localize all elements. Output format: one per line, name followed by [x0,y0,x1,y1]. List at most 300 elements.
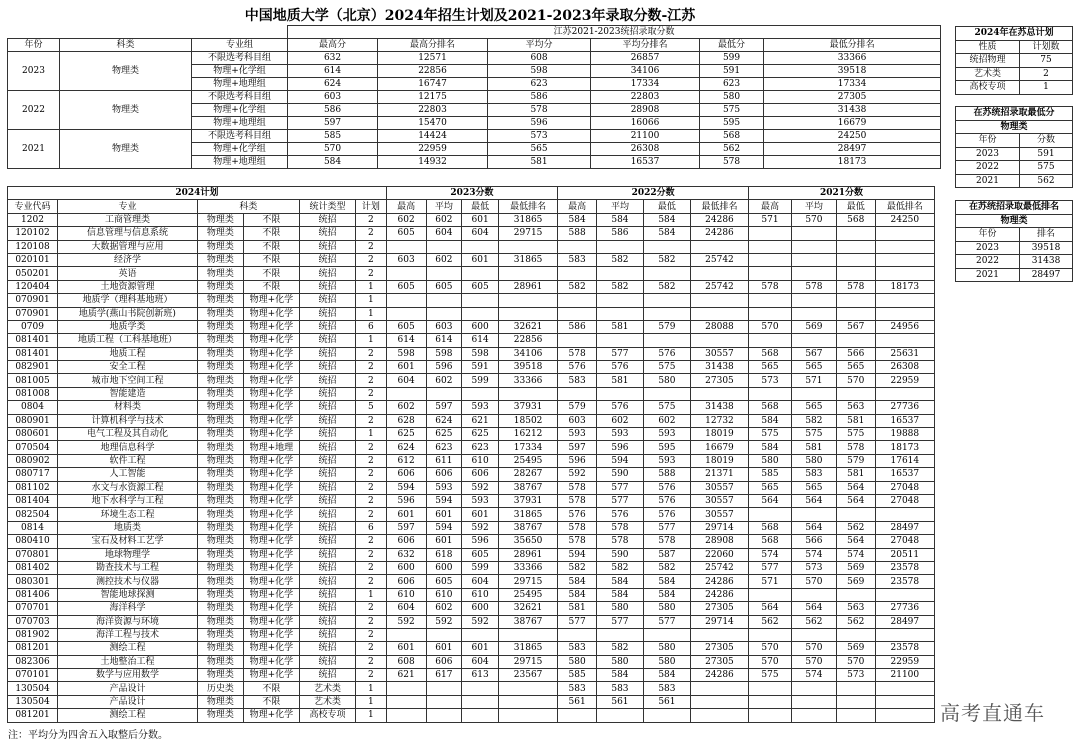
score-cell: 592 [462,615,499,628]
value-cell: 24250 [764,130,941,143]
score-cell [386,695,426,708]
score-cell [558,267,597,280]
header-cell: 科类 [197,200,299,213]
score-cell: 581 [558,602,597,615]
plan-cell: 5 [356,401,387,414]
score-cell: 579 [643,320,690,333]
plan-cell: 2 [356,227,387,240]
score-cell: 28961 [499,280,558,293]
table-row [956,147,1073,161]
subject-cell: 物理+化学 [243,481,299,494]
table-row [8,535,935,548]
group-cell: 物理+化学组 [192,143,288,156]
group-cell: 物理+地理组 [192,78,288,91]
score-cell: 582 [558,561,597,574]
score-cell: 27048 [875,481,934,494]
score-cell: 561 [596,695,643,708]
score-cell [875,294,934,307]
major-cell: 水文与水资源工程 [58,481,198,494]
score-cell [643,307,690,320]
score-cell: 24286 [690,227,748,240]
plan-cell: 2 [356,481,387,494]
score-cell: 28267 [499,468,558,481]
table-row [8,334,935,347]
value-cell: 16066 [591,117,700,130]
score-cell [643,267,690,280]
score-cell: 610 [386,588,426,601]
type-cell: 统招 [299,414,355,427]
score-cell [558,387,597,400]
score-cell [836,695,875,708]
score-cell: 577 [558,615,597,628]
type-cell: 统招 [299,307,355,320]
score-cell [875,227,934,240]
category-cell: 物理类 [197,521,243,534]
value-cell: 597 [288,117,378,130]
major-cell: 地球物理学 [58,548,198,561]
score-cell [749,227,792,240]
score-cell [596,628,643,641]
score-cell: 606 [426,468,462,481]
score-cell: 23578 [875,575,934,588]
score-cell: 37931 [499,401,558,414]
code-cell: 120404 [8,280,58,293]
score-cell [462,695,499,708]
score-cell [499,294,558,307]
major-cell: 勘查技术与工程 [58,561,198,574]
score-cell: 624 [426,414,462,427]
score-cell: 562 [749,615,792,628]
score-cell [426,240,462,253]
score-cell: 598 [462,347,499,360]
plan-header-row [8,200,935,213]
subject-cell: 物理+化学 [243,561,299,574]
plan-cell: 2 [356,387,387,400]
score-cell: 611 [426,454,462,467]
score-cell: 628 [386,414,426,427]
score-cell: 563 [836,602,875,615]
score-cell: 621 [462,414,499,427]
score-cell: 596 [426,361,462,374]
score-cell: 605 [426,280,462,293]
score-cell: 601 [386,642,426,655]
type-cell: 统招 [299,454,355,467]
type-cell: 统招 [299,521,355,534]
value-cell: 21100 [591,130,700,143]
score-cell: 592 [558,468,597,481]
plan-cell: 2 [356,575,387,588]
plan-group-header-row [8,187,935,200]
value-cell: 28497 [1020,268,1073,282]
score-cell: 574 [836,548,875,561]
header-cell: 计划 [356,200,387,213]
score-cell: 22959 [875,655,934,668]
header-cell: 科类 [60,39,192,52]
score-cell [558,294,597,307]
header-cell: 分数 [1020,134,1073,148]
score-cell: 604 [386,374,426,387]
category-cell: 物理类 [197,320,243,333]
score-cell: 24250 [875,213,934,226]
score-cell: 593 [643,428,690,441]
value-cell: 16537 [591,156,700,169]
major-cell: 智能建造 [58,387,198,400]
category-cell: 物理类 [60,52,192,91]
value-cell: 高校专项 [956,81,1020,95]
score-cell: 35650 [499,535,558,548]
major-cell: 大数据管理与应用 [58,240,198,253]
score-cell: 38767 [499,615,558,628]
score-cell: 583 [558,642,597,655]
header-cell: 专业组 [192,39,288,52]
score-cell: 24956 [875,320,934,333]
score-cell: 590 [596,468,643,481]
subject-cell: 物理+化学 [243,347,299,360]
score-cell: 24286 [690,575,748,588]
major-cell: 测绘工程 [58,709,198,722]
score-cell [791,387,836,400]
score-cell: 593 [558,428,597,441]
score-cell: 30557 [690,508,748,521]
table-row [8,642,935,655]
score-cell: 583 [791,468,836,481]
category-cell: 物理类 [197,267,243,280]
score-cell: 599 [462,374,499,387]
type-cell: 统招 [299,494,355,507]
code-cell: 081102 [8,481,58,494]
score-cell: 27305 [690,602,748,615]
score-cell [875,387,934,400]
score-cell [690,307,748,320]
plan-cell: 1 [356,682,387,695]
score-cell: 579 [558,401,597,414]
subject-cell: 不限 [243,682,299,695]
score-cell [596,294,643,307]
group-header-2021: 2021分数 [749,187,935,200]
score-cell: 579 [836,454,875,467]
table-row [8,575,935,588]
score-cell [690,709,748,722]
code-cell: 081008 [8,387,58,400]
score-cell [690,682,748,695]
score-cell: 575 [791,428,836,441]
value-cell: 2 [1020,67,1073,81]
score-cell: 570 [791,575,836,588]
plan-cell: 2 [356,669,387,682]
value-cell: 575 [700,104,764,117]
value-cell: 623 [700,78,764,91]
score-cell: 565 [749,481,792,494]
score-cell: 576 [596,361,643,374]
type-cell: 统招 [299,253,355,266]
score-cell [749,682,792,695]
major-cell: 材料类 [58,401,198,414]
major-cell: 产品设计 [58,682,198,695]
table-row [8,361,935,374]
score-cell: 580 [596,602,643,615]
type-cell: 统招 [299,468,355,481]
score-cell: 18019 [690,454,748,467]
major-cell: 测控技术与仪器 [58,575,198,588]
min-rank-table [955,200,1073,282]
score-cell: 16679 [690,441,748,454]
code-cell: 020101 [8,253,58,266]
value-cell: 565 [488,143,591,156]
code-cell: 081402 [8,561,58,574]
score-cell: 564 [791,494,836,507]
score-cell: 581 [836,414,875,427]
plan-cell: 2 [356,441,387,454]
header-cell: 平均分排名 [591,39,700,52]
header-cell: 最高分排名 [378,39,488,52]
score-cell: 573 [791,561,836,574]
score-cell: 31865 [499,508,558,521]
code-cell: 081404 [8,494,58,507]
score-cell [836,227,875,240]
score-cell [558,307,597,320]
major-cell: 地质工程 [58,347,198,360]
score-cell: 29714 [690,615,748,628]
type-cell: 统招 [299,575,355,588]
score-cell: 578 [596,521,643,534]
score-cell: 31865 [499,213,558,226]
score-cell: 576 [558,361,597,374]
table-row [8,481,935,494]
type-cell: 统招 [299,669,355,682]
score-cell [836,240,875,253]
score-cell: 594 [596,454,643,467]
score-cell: 604 [386,602,426,615]
score-cell [426,695,462,708]
score-cell: 564 [791,521,836,534]
code-cell: 081201 [8,709,58,722]
score-cell [386,682,426,695]
score-cell [386,307,426,320]
value-cell: 22803 [378,104,488,117]
score-cell: 34106 [499,347,558,360]
score-cell: 580 [643,642,690,655]
subject-cell: 物理+化学 [243,521,299,534]
score-cell: 577 [596,481,643,494]
score-cell: 601 [462,642,499,655]
type-cell: 统招 [299,361,355,374]
type-cell: 统招 [299,374,355,387]
table-row [8,602,935,615]
score-cell: 584 [596,213,643,226]
score-cell: 612 [386,454,426,467]
value-cell: 573 [488,130,591,143]
major-cell: 安全工程 [58,361,198,374]
plan-cell: 2 [356,267,387,280]
score-cell: 610 [462,454,499,467]
value-cell: 2023 [956,147,1020,161]
category-cell: 物理类 [197,575,243,588]
score-cell: 29715 [499,227,558,240]
score-cell [462,682,499,695]
score-cell: 21371 [690,468,748,481]
score-cell: 30557 [690,481,748,494]
score-cell: 578 [558,535,597,548]
table-row [8,682,935,695]
major-cell: 土地整治工程 [58,655,198,668]
category-cell: 物理类 [197,428,243,441]
score-cell: 583 [558,374,597,387]
score-cell: 18173 [875,280,934,293]
major-cell: 经济学 [58,253,198,266]
code-cell: 080410 [8,535,58,548]
category-cell: 物理类 [197,535,243,548]
score-cell: 22060 [690,548,748,561]
code-cell: 070504 [8,441,58,454]
score-cell: 604 [462,655,499,668]
table-row [8,561,935,574]
score-cell: 19888 [875,428,934,441]
score-cell: 593 [596,428,643,441]
score-cell: 583 [643,682,690,695]
score-cell: 28908 [690,535,748,548]
score-cell [836,387,875,400]
plan-cell: 2 [356,454,387,467]
type-cell: 统招 [299,280,355,293]
score-cell: 29715 [499,655,558,668]
value-cell: 18173 [764,156,941,169]
code-cell: 0804 [8,401,58,414]
category-cell: 物理类 [197,294,243,307]
score-cell: 25742 [690,280,748,293]
score-cell: 568 [749,521,792,534]
subject-cell: 物理+化学 [243,387,299,400]
header-cell: 最低排名 [499,200,558,213]
value-cell: 22803 [591,91,700,104]
score-cell: 27305 [690,642,748,655]
score-cell: 27305 [690,374,748,387]
score-cell: 571 [749,575,792,588]
year-cell: 2022 [8,91,60,130]
score-cell [596,267,643,280]
score-cell: 578 [749,280,792,293]
category-cell: 物理类 [197,454,243,467]
score-cell: 575 [749,428,792,441]
header-cell: 最高 [386,200,426,213]
score-cell: 621 [386,669,426,682]
score-cell: 601 [462,253,499,266]
score-cell: 582 [643,253,690,266]
plan-cell: 2 [356,642,387,655]
score-cell [791,307,836,320]
score-cell: 568 [749,401,792,414]
header-cell: 专业 [58,200,198,213]
score-cell: 16537 [875,468,934,481]
score-cell [875,334,934,347]
score-cell [462,709,499,722]
table-row [8,655,935,668]
score-cell: 568 [749,535,792,548]
value-cell: 艺术类 [956,67,1020,81]
score-cell [499,307,558,320]
score-cell: 577 [596,494,643,507]
score-cell: 28497 [875,615,934,628]
category-cell: 物理类 [197,441,243,454]
score-cell [558,334,597,347]
score-cell [875,588,934,601]
score-cell [499,387,558,400]
category-cell: 物理类 [197,240,243,253]
score-cell: 595 [643,441,690,454]
score-cell: 570 [749,655,792,668]
value-cell: 33366 [764,52,941,65]
plan-cell: 2 [356,508,387,521]
plan-cell: 2 [356,561,387,574]
score-cell: 27048 [875,535,934,548]
score-cell [875,307,934,320]
score-cell: 576 [643,508,690,521]
subject-cell: 物理+化学 [243,642,299,655]
score-cell: 584 [596,588,643,601]
score-cell: 563 [836,401,875,414]
score-cell [791,588,836,601]
score-cell: 606 [386,468,426,481]
code-cell: 070901 [8,307,58,320]
score-cell [643,334,690,347]
value-cell: 14424 [378,130,488,143]
category-cell: 物理类 [197,669,243,682]
score-cell: 28961 [499,548,558,561]
score-cell: 586 [596,227,643,240]
header-cell: 最低 [836,200,875,213]
table-row [8,548,935,561]
score-cell [875,267,934,280]
score-cell: 603 [558,414,597,427]
plan-cell: 2 [356,253,387,266]
score-cell: 567 [836,320,875,333]
category-cell: 物理类 [197,628,243,641]
value-cell: 584 [288,156,378,169]
score-cell: 561 [643,695,690,708]
score-cell: 582 [596,642,643,655]
score-cell: 605 [462,548,499,561]
score-cell [749,508,792,521]
major-cell: 环境生态工程 [58,508,198,521]
code-cell: 081201 [8,642,58,655]
subject-cell: 物理+化学 [243,508,299,521]
score-cell: 564 [749,602,792,615]
value-cell: 1 [1020,81,1073,95]
score-cell: 594 [426,494,462,507]
type-cell: 高校专项 [299,709,355,722]
code-cell: 082306 [8,655,58,668]
value-cell: 16679 [764,117,941,130]
score-cell: 602 [643,414,690,427]
score-cell: 597 [386,521,426,534]
code-cell: 130504 [8,682,58,695]
type-cell: 统招 [299,615,355,628]
score-cell: 32621 [499,320,558,333]
score-cell: 600 [426,561,462,574]
score-cell: 30557 [690,494,748,507]
score-cell [836,307,875,320]
score-cell [791,294,836,307]
subject-cell: 物理+化学 [243,307,299,320]
score-cell: 25495 [499,588,558,601]
score-cell: 618 [426,548,462,561]
score-cell: 571 [749,213,792,226]
type-cell: 统招 [299,655,355,668]
category-cell: 物理类 [197,561,243,574]
value-cell: 12571 [378,52,488,65]
score-cell: 31438 [690,361,748,374]
major-cell: 测绘工程 [58,642,198,655]
subject-cell: 物理+化学 [243,494,299,507]
